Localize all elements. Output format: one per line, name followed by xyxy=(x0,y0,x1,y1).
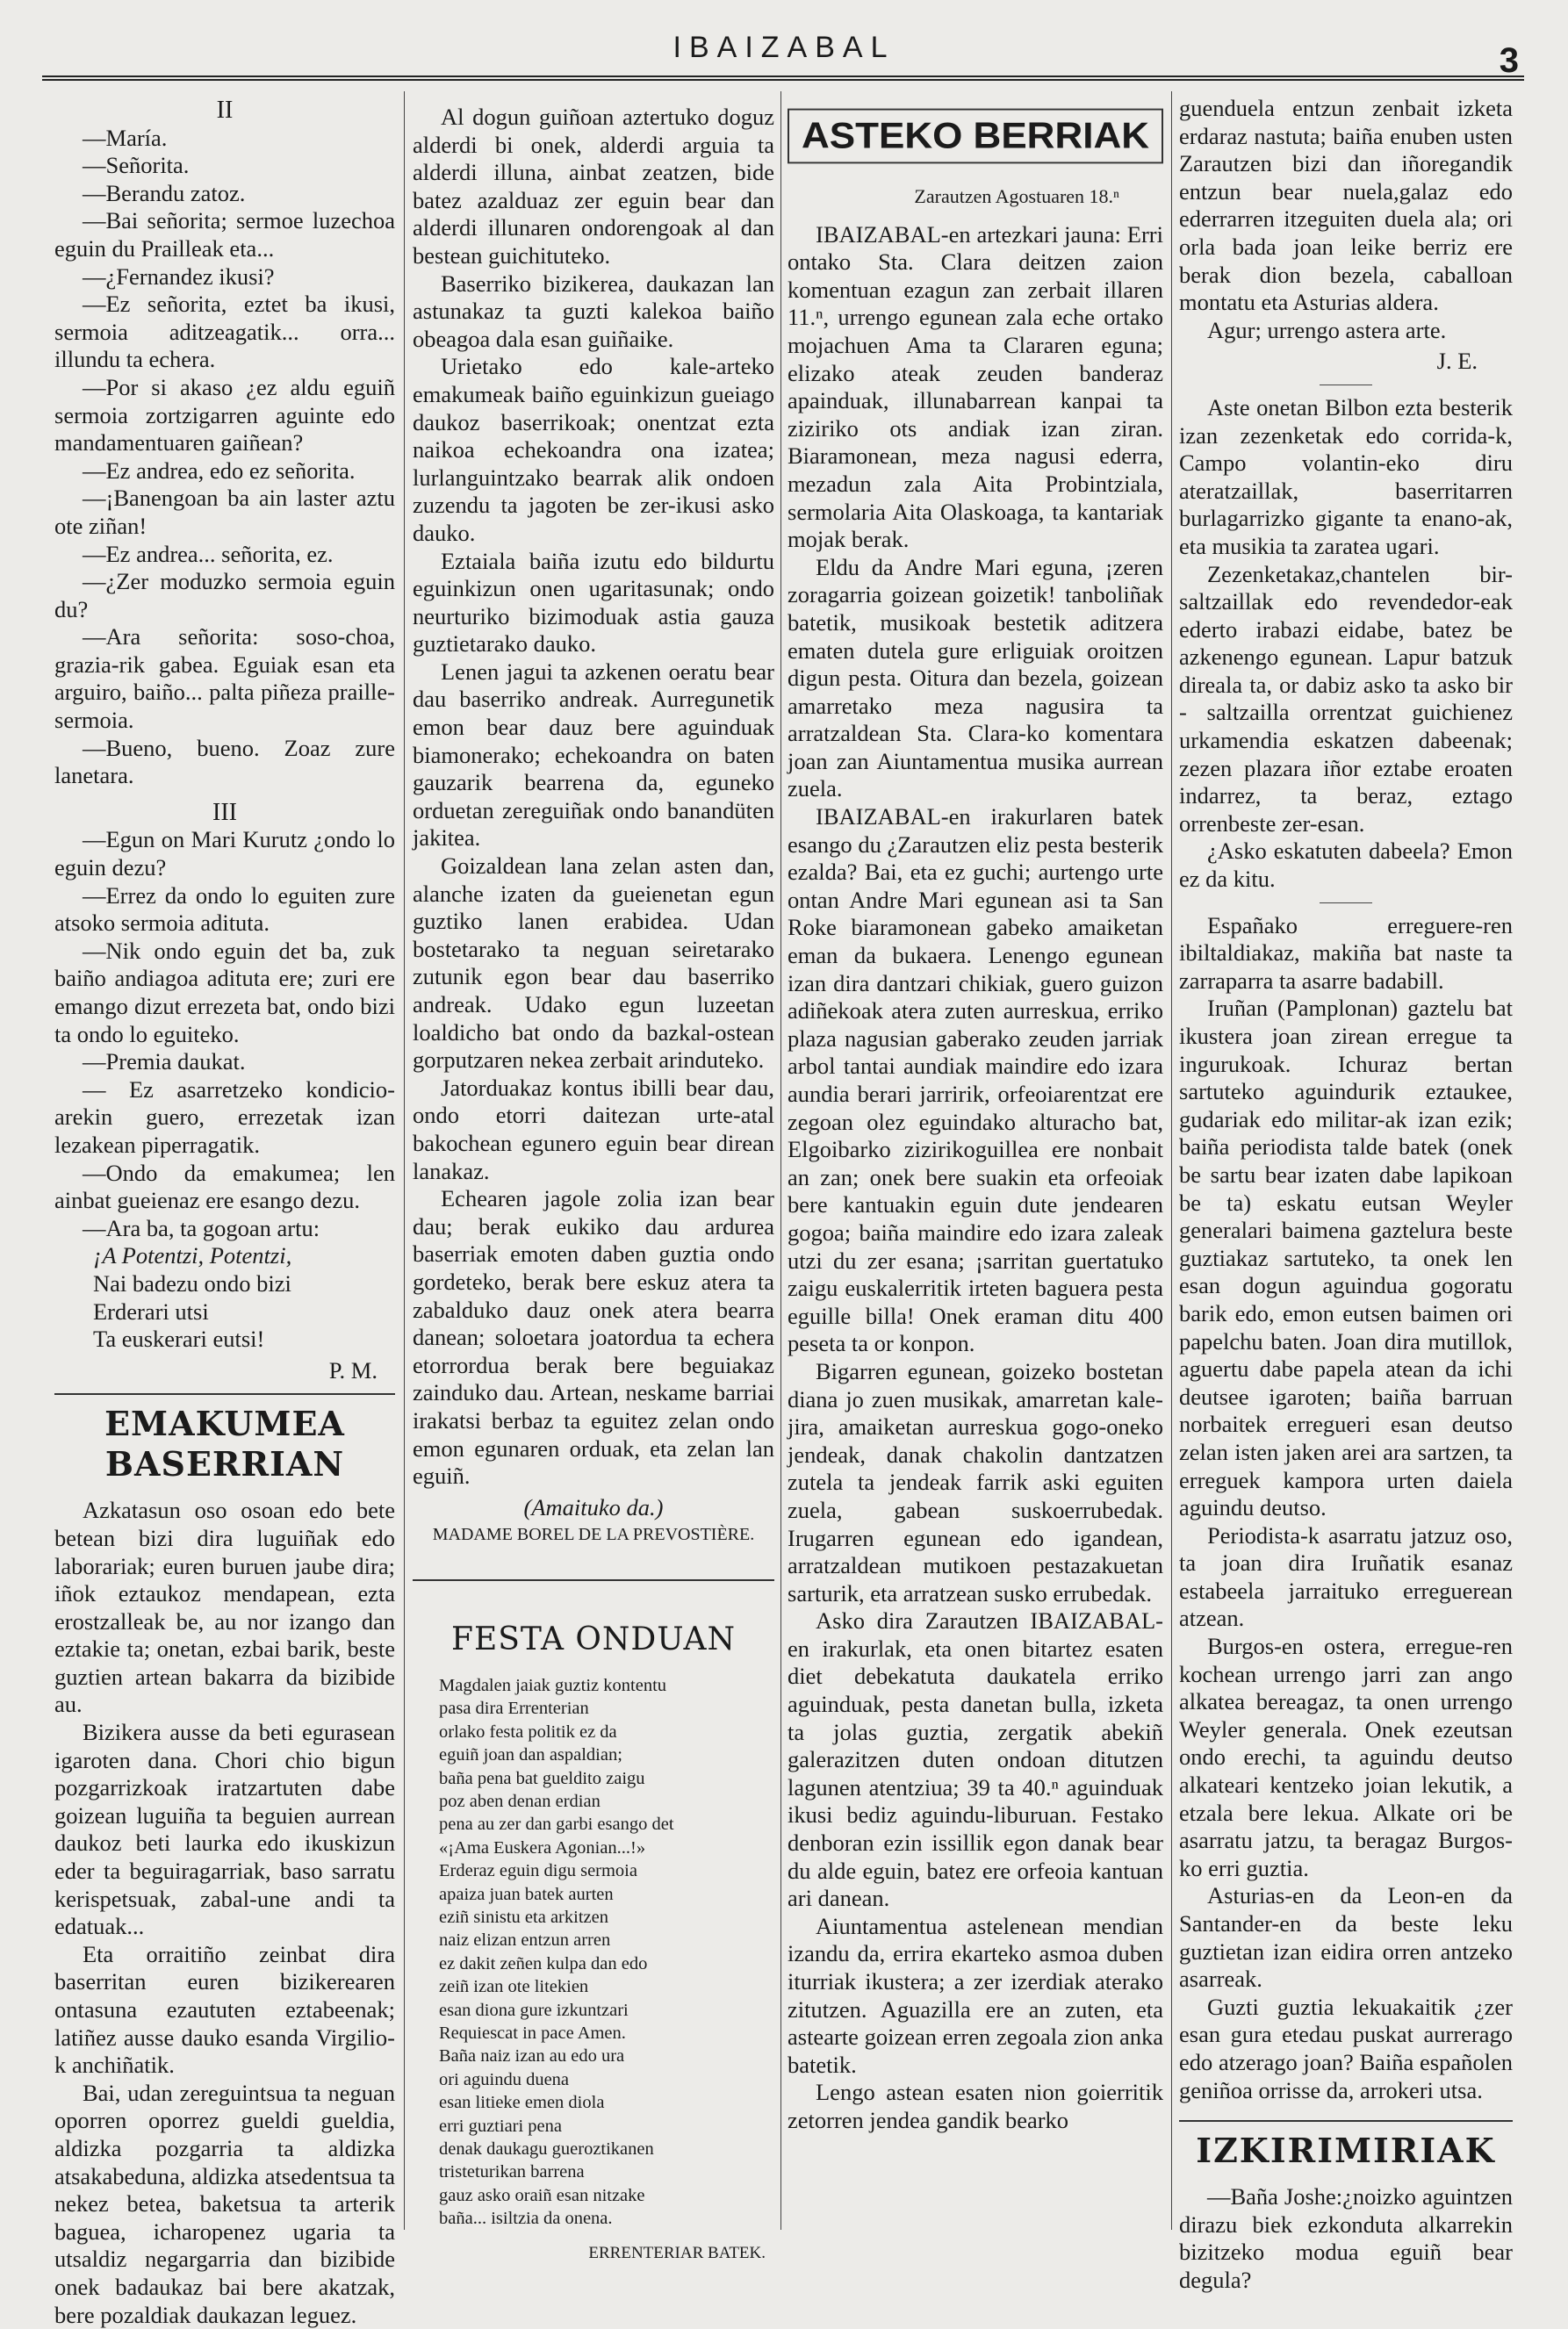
poem-line: eziñ sinistu eta arkitzen xyxy=(439,1907,608,1927)
dialogue-line: —Por si akaso ¿ez aldu eguiñ sermoia zortzigarren aguinte edo mandamentuaren gaiñean? xyxy=(54,373,395,456)
column-divider xyxy=(404,91,405,2230)
poem-festa-onduan xyxy=(413,1579,774,2267)
dialogue-section-ii xyxy=(54,97,395,790)
paragraph: Eta orraitiño zeinbat dira baserritan euren bizikerearen ontasuna ezaututen eztabeenak; latiñez ausse dauko esanda Virgilio-k anchiñatik. xyxy=(54,1940,395,2079)
article-izkirimiriak xyxy=(1179,2131,1513,2294)
article-title: ASTEKO BERRIAK xyxy=(788,109,1163,164)
poem-line: gauz asko oraiñ esan nitzake xyxy=(439,2185,645,2205)
dialogue-line: — Ez asarretzeko kondicio-arekin guero, errezetak izan lezakean piperragatik. xyxy=(54,1075,395,1158)
verse-line: ¡A Potentzi, Potentzi, xyxy=(93,1242,292,1269)
paragraph: guenduela entzun zenbait izketa erdaraz nastuta; baiña enuben usten Zarautzen bizi dan iñoregandik entzun bear nuela,galaz edo ederrarren itzeguiten duela ala; ori orla bada joan leike berriz ere berak dion bezela, caballoan montatu eta Asturias aldera. xyxy=(1179,95,1513,316)
column-3 xyxy=(788,91,1163,2135)
paragraph: Lenen jagui ta azkenen oeratu bear dau baserriko andreak. Aurregunetik emon bear dauz bere aguinduak biamonerako; echekoandra on baten gauzarik bearrena da, eguneko orduetan zereguiñak ondo banandüten jakitea. xyxy=(413,658,774,852)
paragraph: Lengo astean esaten nion goierritik zetorren jendea gandik bearko xyxy=(788,2079,1163,2133)
dialogue-line: —Bai señorita; sermoe luzechoa eguin du Prailleak eta... xyxy=(54,207,395,262)
poem-title: FESTA ONDUAN xyxy=(450,1621,736,1657)
dialogue-line: —Ez señorita, eztet ba ikusi, sermoia aditzeagatik... orra... illundu ta echera. xyxy=(54,291,395,373)
poem-line: poz aben denan erdian xyxy=(439,1791,601,1811)
paragraph: Goizaldean lana zelan asten dan, alanche izaten da gueienetan egun guztiko lanen erabidea. Udan bostetarako ta neguan seiretarako zutunik egon bear dau baserriko andreak. Udako egun luzeetan loaldicho bat ondo da bazkal-ostean gorputzaren nekea zerbait arinduteko. xyxy=(413,852,774,1074)
dialogue-line: —Ez andrea... señorita, ez. xyxy=(83,540,334,567)
dialogue-line: —Bueno, bueno. Zoaz zure lanetara. xyxy=(54,734,395,789)
article-emakumea-baserrian xyxy=(54,1404,395,2329)
poem-line: pena au zer dan garbi esango det xyxy=(439,1815,674,1835)
poem-line: orlako festa politik ez da xyxy=(439,1722,617,1742)
paragraph: Jatorduakaz kontus ibilli bear dau, ondo etorri daitezan urte-atal bakochean egunero eguin bear direan lanakaz. xyxy=(413,1074,774,1184)
poem-line: Erderaz eguin digu sermoia xyxy=(439,1861,637,1881)
column-2 xyxy=(413,91,774,2267)
poem-line: «¡Ama Euskera Agonian...!» xyxy=(439,1837,646,1858)
poem-line: baña pena bat gueldito zaigu xyxy=(439,1768,645,1788)
section-number: II xyxy=(216,97,234,124)
paragraph: Echearen jagole zolia izan bear dau; berak eukiko dau ardurea baserriak emoten daben guztia ondo gordeteko, berak bere eskuz atera ta zabalduko dauz onek atera bearra danean; soloetara joatordua ta echera etorrordua berak bere beguiakaz zainduko dau. Artean, neskame barriai irakatsi berbaz ta eguitez zelan ondo emon egunaren orduak, eta zelan lan eguiñ. xyxy=(413,1185,774,1490)
poem-line: naiz elizan entzun arren xyxy=(439,1930,611,1951)
poem-line: zeiñ izan ote litekien xyxy=(439,1977,589,1997)
paragraph: Eldu da Andre Mari eguna, ¡zeren zoragarria goizean goizetik! tanboliñak batetik, musikoak bestetik aditzera ematen dutela gure erliguiak oroitzen digun pesta. Oitura dan bezela, goizean amarretako meza nagusira ta arratzaldean Sta. Clara-ko komentara joan zan Aiuntamentua musika aurrean zuela. xyxy=(788,553,1163,802)
paragraph: Bai, udan zereguintsua ta neguan oporren oporrez gueldi gueldia, aldizka pozgarria ta aldizka atsakabeduna, aldizka atsedentsua ta nekez betea, baketsua ta arterik baguea, icharopenez ugaria ta utsaldiz negargarria dan bizibide onek badaukaz bai bere akatzak, bere pozaldiak daukazan leguez. xyxy=(54,2079,395,2328)
poem-line: erri guztiari pena xyxy=(439,2116,563,2136)
dialogue-line: —¡Banengoan ba ain laster aztu ote ziñan! xyxy=(54,485,395,539)
newspaper-title: IBAIZABAL xyxy=(673,31,895,64)
dialogue-line: —Ez andrea, edo ez señorita. xyxy=(83,456,356,484)
dialogue-line: —Nik ondo eguin det ba, zuk baiño andiagoa adituta ere; zuri ere emango dizut errezeta bat, ondo bizi ta ondo lo eguiteko. xyxy=(54,937,395,1047)
article-title: IZKIRIMIRIAK xyxy=(1196,2131,1496,2171)
article-emakumea-continued xyxy=(413,104,774,1549)
dialogue-line: —Ondo da emakumea; len ainbat gueienaz ere esango dezu. xyxy=(54,1159,395,1214)
paragraph: Eztaiala baiña izutu edo bildurtu eguinkizun onen ugaritasunak; ondo neurturiko bizimoduak astia gauza guztietarako dauko. xyxy=(413,547,774,658)
paragraph: Zezenketakaz,chantelen bir-saltzaillak edo revendedor-eak ederto irabazi eidabe, batez be azkenengo egunean. Lapur batzuk direala ta, or dabiz asko ta asko bir - saltzailla orrentzat guichienez urkamendia eskatzen dabeenak; zezen plazara iñor eztabe eroaten indarrez, ta beraz, eztago orrenbeste zer-esan. xyxy=(1179,560,1513,837)
paragraph: Asko dira Zarautzen IBAIZABAL-en irakurlak, eta onen bitartez esaten diet debekatuta daukatela erriko aguinduak, pesta danetan bulla, izketa ta jolas guztia, zergatik abekiñ galerazitzen duten ondoan ditutzen lagunen atentziua; 39 ta 40.ⁿ aguinduak ikusi bediz aguindu-liburuan. Festako denboran ezin issillik egon danak bear du alde eguin, batez ere orfeoia kantuan ari danean. xyxy=(788,1607,1163,1912)
dialogue-line: —Premia daukat. xyxy=(83,1048,246,1075)
paragraph: IBAIZABAL-en artezkari jauna: Erri ontako Sta. Clara deitzen zaion komentuan ezagun zan zerbait illaren 11.ⁿ, urrengo egunean zala eche ortako mojachuen Ama ta Clararen eguna; elizako ateak zeuden banderaz apainduak, illunabarrean kanpai ta ziziriko ots andiak izan ziran. Biaramonean, meza nagusi ederra, mezadun zala Aita Probintziala, sermolaria Aita Olaskoaga, ta kantariak mojak berak. xyxy=(788,220,1163,553)
column-divider xyxy=(780,91,781,2230)
poem-line: esan litieke emen diola xyxy=(439,2093,605,2113)
dialogue-line: —María. xyxy=(83,124,168,151)
dialogue-line: —Ara ba, ta gogoan artu: xyxy=(83,1214,320,1241)
column-1 xyxy=(54,91,395,2329)
poem-signature: ERRENTERIAR BATEK. xyxy=(588,2243,766,2262)
section-rule xyxy=(54,1393,395,1395)
dialogue-line: —Ara señorita: soso-choa, grazia-rik gabea. Eguiak esan eta arguiro, baiño... palta piñeza praille-sermoia. xyxy=(54,623,395,734)
continued-note: (Amaituko da.) xyxy=(523,1493,664,1520)
column-4 xyxy=(1179,91,1513,2295)
article-asteko-berriak-continued xyxy=(1179,95,1513,2104)
paragraph: Guzti guztia lekuakaitik ¿zer esan gura etedau puskat aurrerago edo atzerago joan? Baiña españolen geniñoa orrisse da, arrokeri utsa. xyxy=(1179,1993,1513,2103)
paragraph: Iruñan (Pamplonan) gaztelu bat ikustera joan zirean erregue ta ingurukoak. Ichuraz bertan sartuteko aguindurik eztaukee, gudariak edo militar-ak izan ezik; baiña periodista talde batek (onek be sartu bear izaten dabe lapikoan be ta) eskatu eutsan Weyler generalari baimena gaztelura beste guztiakaz sartuteko, ta onek len esan dogun aguindua gogoratu barik edo, emon eutsen baimen ori papelchu baten. Joan dira mutillok, aguertu dabe papela atean da ichi deutsee igaroten; baiña barruan norbaitek erregueri esan deutso zelan isten jaken arei ara sartzen, ta erreguek kampora urten daiela aguindu deutso. xyxy=(1179,995,1513,1521)
masthead xyxy=(0,0,1568,88)
poem-line: baña... isiltzia da onena. xyxy=(439,2209,613,2229)
paragraph: Al dogun guiñoan aztertuko doguz alderdi bi onek, alderdi arguia ta alderdi illuna, ainbat zeatzen, bide batez azalduaz zer eguin bear dan alderdi illunaren ondorengoak al dan bestean guichituteko. xyxy=(413,104,774,269)
poem-line: tristeturikan barrena xyxy=(439,2162,585,2182)
dialogue-line: —Berandu zatoz. xyxy=(83,179,246,206)
poem-line: esan diona gure izkuntzari xyxy=(439,2000,629,2020)
paragraph: —Baña Joshe:¿noizko aguintzen dirazu biek ezkonduta alkarrekin bizitzeko modua eguiñ bear degula? xyxy=(1179,2183,1513,2293)
paragraph: ¿Asko eskatuten dabeela? Emon ez da kitu. xyxy=(1179,837,1513,893)
paragraph: Aiuntamentua astelenean mendian izandu da, errira ekarteko asmoa duben iturriak ikustera; a zer izerdiak aterako zitutzen. Aguazilla ere an zuten, eta astearte goizean erren zegoala zion anka batetik. xyxy=(788,1912,1163,2078)
poem-line: ez dakit zeñen kulpa dan edo xyxy=(439,1953,648,1973)
paragraph: IBAIZABAL-en irakurlaren batek esango du ¿Zarautzen eliz pesta besterik ezalda? Bai, eta ez guchi; aurtengo urte ontan Andre Mari egunean asi ta San Roke biaramonean gabeko amaiketan eman da bukaera. Lenengo egunean izan dira dantzari chikiak, guero guizon adiñekoak atera zuten aurreskua, erriko plaza nagusian gaberako zeuden jarriak arbol tantai aundiak maindire edo izara aundia berari jarririk, orfeoiarentzat ere zegoan olez eguindako alturacho bat, Elgoibarko zizirikoguillea ere nonbait an zan; onek bere suakin eta orfeoiak bere kantuakin eguin dute jendearen gogoa; baiña maindire edo izara zaleak utzi du zer esana; ¡sarritan guertatuko zaigu euskalerritik irteten baguera pesta eguille billa! Onek eraman ditu 400 peseta ta or konpon. xyxy=(788,803,1163,1357)
paragraph: Españako erreguere-ren ibiltaldiakaz, makiña bat naste ta zarraparra ta asarre badabill. xyxy=(1179,911,1513,994)
paragraph: Burgos-en ostera, erregue-ren kochean urrengo jarri zan ango alkatea bereagaz, ta onen urrengo Weyler generala. Onek ezeutsan ondo erechi, ta aguindu deutso alkateari kentzeko joian lekutik, a etzala bere lekua. Alkate ori be asarratu jatzu, ta beragaz Burgos-ko erri guztia. xyxy=(1179,1633,1513,1881)
poem-line: denak daukagu gueroztikanen xyxy=(439,2139,654,2159)
section-rule xyxy=(1179,2120,1513,2122)
paragraph: Baserriko bizikerea, daukazan lan astunakaz ta guzti kalekoa baiño obeagoa dala esan guiñaike. xyxy=(413,270,774,352)
paragraph: Aste onetan Bilbon ezta besterik izan zezenketak edo corrida-k, Campo volantin-eko diru ateratzaillak, baserritarren burlagarrizko gigante ta enano-ak, eta musikia ta zaratea ugari. xyxy=(1179,393,1513,559)
paragraph: Azkatasun oso osoan edo bete betean bizi dira luguiñak edo laborariak; euren buruen jaube dira; iñok eztaukoz mendapean, ezta erostzalleak be, au nor izango dan eztakie ta; onetan, ezbai barik, beste guztien artean bakarra da bizibide au. xyxy=(54,1497,395,1718)
poem-line: pasa dira Errenterian xyxy=(439,1699,589,1719)
paragraph: Asturias-en da Leon-en da Santander-en da beste leku guztietan izan eidira orren antzeko asarreak. xyxy=(1179,1882,1513,1993)
poem-line: ori aguindu duena xyxy=(439,2069,570,2089)
dialogue-line: —Egun on Mari Kurutz ¿ondo lo eguin dezu? xyxy=(54,826,395,881)
article-asteko-berriak xyxy=(788,107,1163,2135)
article-title: EMAKUMEA BASERRIAN xyxy=(104,1404,345,1484)
dateline: Zarautzen Agostuaren 18.ⁿ xyxy=(914,185,1119,207)
paragraph: Bizikera ausse da beti egurasean igaroten dana. Chori chio bigun pozgarrizkoak iratzartuten dabe goizean luguiña ta beguien aurrean daukoz beti laurka edo ikuskizun eder ta beguiragarriak, baso sarratu kerispetsuak, zabal-une andi ta edatuak... xyxy=(54,1719,395,1940)
poem-line: Magdalen jaiak guztiz kontentu xyxy=(439,1675,667,1695)
poem-line: apaiza juan batek aurten xyxy=(439,1884,614,1904)
poem-line: Requiescat in pace Amen. xyxy=(439,2023,626,2043)
poem-lines xyxy=(413,1674,774,2231)
verse-line: Nai badezu ondo bizi xyxy=(93,1269,291,1297)
short-rule xyxy=(1320,902,1372,903)
verse-line: Ta euskerari eutsi! xyxy=(93,1326,265,1353)
dialogue-line: —¿Fernandez ikusi? xyxy=(83,262,275,290)
paragraph: Periodista-k asarratu jatzuz oso, ta joan dira Iruñatik esanaz estabeela jarraituko erreguerean atzean. xyxy=(1179,1521,1513,1632)
section-number: III xyxy=(212,798,237,826)
signature: P. M. xyxy=(328,1356,378,1384)
dialogue-section-iii xyxy=(54,799,395,1384)
dialogue-line: —¿Zer moduzko sermoia eguin du? xyxy=(54,568,395,622)
page-number: 3 xyxy=(1499,41,1519,80)
dialogue-line: —Errez da ondo lo eguiten zure atsoko sermoia adituta. xyxy=(54,881,395,937)
column-divider xyxy=(1171,91,1172,2230)
poem-line: Baña naiz izan au edo ura xyxy=(439,2046,625,2067)
author-credit: MADAME BOREL DE LA PREVOSTIÈRE. xyxy=(432,1525,755,1545)
paragraph: Urietako edo kale-arteko emakumeak baiño eguinkizun gueiago daukoz baserrikoak; onentzat ezta naikoa echekoandra ona izatea; lurlanguintzako bearrak alik ondoen zuzendu ta jagoten be zer-ikusi asko dauko. xyxy=(413,353,774,546)
paragraph: Agur; urrengo astera arte. xyxy=(1207,316,1447,343)
poem-line: eguiñ joan dan aspaldian; xyxy=(439,1745,622,1765)
verse-line: Erderari utsi xyxy=(93,1297,209,1325)
paragraph: Bigarren egunean, goizeko bostetan diana jo zuen musikak, amarretan kale-jira, amaiketan aurreskua gogo-oneko jendeak, danak chakolin dantzatzen zutela ta jendeak farrik aski eguiten zuela, gabean suskoerrubedak. Irugarren egunean edo igandean, arratzaldean mutikoen pestazakuetan sarturik, eta arratzean susko errubedak. xyxy=(788,1357,1163,1607)
masthead-rule xyxy=(42,75,1524,81)
signature: J. E. xyxy=(1436,348,1478,375)
dialogue-line: —Señorita. xyxy=(83,152,190,179)
